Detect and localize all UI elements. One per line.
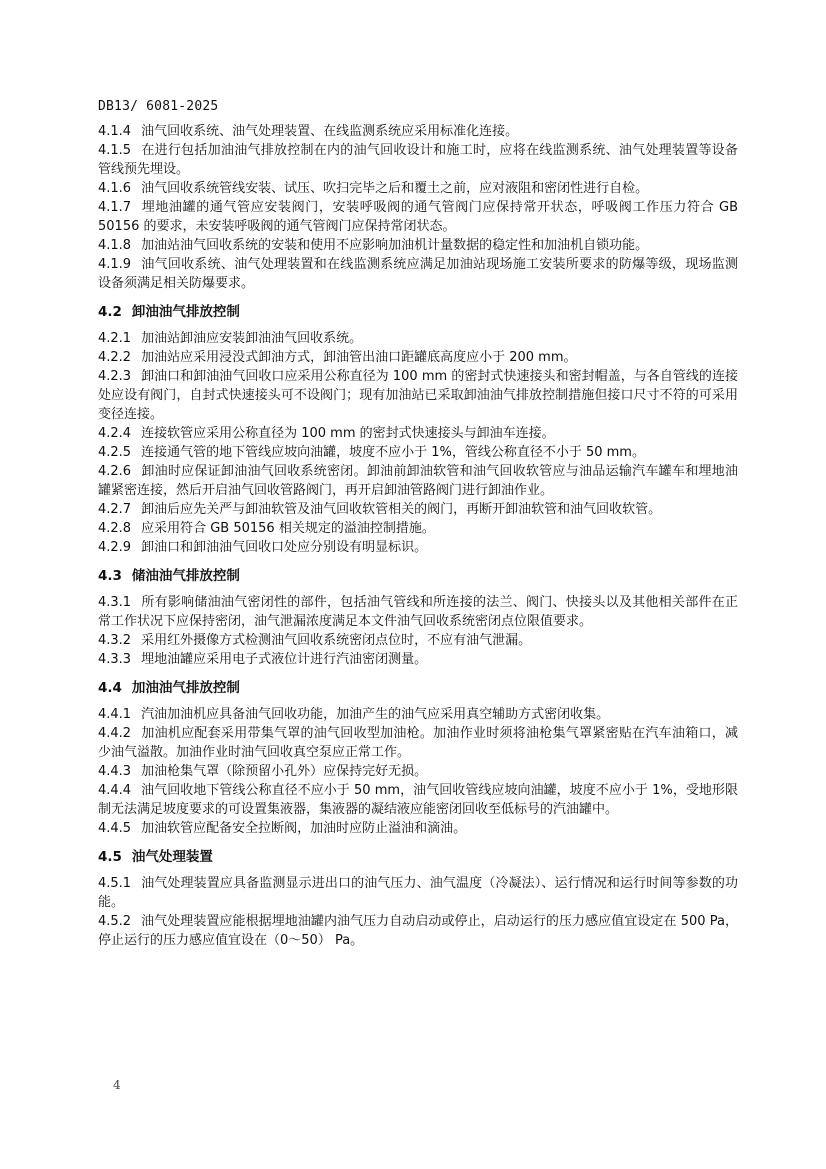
clause-number: 4.1.7 [98, 200, 132, 215]
clause-paragraph [98, 122, 738, 141]
clause-text: 加油机应配套采用带集气罩的油气回收型加油枪。加油作业时须将油枪集气罩紧密贴在汽车油箱口，减少油气溢散。加油作业时油气回收真空泵应正常工作。 [98, 726, 738, 760]
clause-number: 4.2 [98, 304, 122, 320]
clause-text: 采用红外摄像方式检测油气回收系统密闭点位时，不应有油气泄漏。 [141, 633, 532, 648]
clause-paragraph [98, 141, 738, 179]
clause-text: 埋地油罐应采用电子式液位计进行汽油密闭测量。 [141, 652, 428, 667]
clause-text: 卸油油气排放控制 [131, 304, 240, 320]
clause-number: 4.5 [98, 849, 122, 865]
clause-paragraph [98, 424, 738, 443]
clause-number: 4.1.6 [98, 181, 132, 196]
clause-number: 4.4.2 [98, 726, 132, 741]
clause-paragraph [98, 367, 738, 424]
clause-paragraph [98, 912, 738, 950]
clause-number: 4.3.1 [98, 595, 132, 610]
clause-number: 4.2.3 [98, 369, 132, 384]
clause-text: 油气处理装置应能根据埋地油罐内油气压力自动启动或停止，启动运行的压力感应值宜设定在 500 Pa，停止运行的压力感应值宜设在（0～50） Pa。 [98, 914, 738, 948]
clause-number: 4.1.4 [98, 124, 132, 139]
clause-text: 连接通气管的地下管线应坡向油罐，坡度不应小于 1%，管线公称直径不小于 50 mm。 [141, 445, 645, 460]
clause-text: 卸油口和卸油油气回收口处应分别设有明显标识。 [141, 540, 428, 555]
clause-number: 4.4.4 [98, 783, 132, 798]
clause-text: 油气回收系统管线安装、试压、吹扫完毕之后和覆土之前，应对液阻和密闭性进行自检。 [141, 181, 649, 196]
clause-number: 4.2.8 [98, 521, 132, 536]
clause-paragraph [98, 236, 738, 255]
clause-paragraph [98, 650, 738, 669]
clause-paragraph [98, 179, 738, 198]
clause-text: 卸油后应先关严与卸油软管及油气回收软管相关的阀门，再断开卸油软管和油气回收软管。 [141, 502, 662, 517]
clause-text: 加油站应采用浸没式卸油方式，卸油管出油口距罐底高度应小于 200 mm。 [141, 350, 577, 365]
clause-number: 4.1.9 [98, 257, 132, 272]
clause-text: 油气处理装置应具备监测显示进出口的油气压力、油气温度（冷凝法）、运行情况和运行时间等参数的功能。 [98, 876, 738, 910]
clause-paragraph [98, 255, 738, 293]
clause-paragraph [98, 519, 738, 538]
clause-number: 4.2.2 [98, 350, 132, 365]
clause-paragraph [98, 443, 738, 462]
clause-text: 储油油气排放控制 [131, 568, 240, 584]
document-body [98, 122, 738, 950]
clause-paragraph [98, 198, 738, 236]
clause-text: 所有影响储油油气密闭性的部件，包括油气管线和所连接的法兰、阀门、快接头以及其他相关部件在正常工作状况下应保持密闭，油气泄漏浓度满足本文件油气回收系统密闭点位限值要求。 [98, 595, 738, 629]
clause-number: 4.2.1 [98, 331, 132, 346]
clause-number: 4.5.2 [98, 914, 132, 929]
clause-text: 在进行包括加油油气排放控制在内的油气回收设计和施工时，应将在线监测系统、油气处理装置等设备管线预先埋设。 [98, 143, 738, 177]
clause-text: 加油枪集气罩（除预留小孔外）应保持完好无损。 [141, 764, 428, 779]
clause-number: 4.5.1 [98, 876, 132, 891]
clause-number: 4.4.5 [98, 821, 132, 836]
clause-paragraph [98, 329, 738, 348]
clause-paragraph [98, 762, 738, 781]
clause-number: 4.2.6 [98, 464, 132, 479]
section-heading [98, 302, 738, 322]
clause-paragraph [98, 781, 738, 819]
section-heading [98, 678, 738, 698]
clause-number: 4.3 [98, 568, 122, 584]
clause-paragraph [98, 631, 738, 650]
clause-text: 埋地油罐的通气管应安装阀门，安装呼吸阀的通气管阀门应保持常开状态，呼吸阀工作压力符合 GB 50156 的要求，未安装呼吸阀的通气管阀门应保持常闭状态。 [98, 200, 738, 234]
section-heading [98, 847, 738, 867]
clause-paragraph [98, 500, 738, 519]
clause-paragraph [98, 819, 738, 838]
clause-paragraph [98, 593, 738, 631]
clause-text: 卸油时应保证卸油油气回收系统密闭。卸油前卸油软管和油气回收软管应与油品运输汽车罐车和埋地油罐紧密连接，然后开启油气回收管路阀门，再开启卸油管路阀门进行卸油作业。 [98, 464, 738, 498]
clause-text: 加油站油气回收系统的安装和使用不应影响加油机计量数据的稳定性和加油机自锁功能。 [141, 238, 649, 253]
clause-paragraph [98, 705, 738, 724]
clause-paragraph [98, 538, 738, 557]
clause-number: 4.2.7 [98, 502, 132, 517]
clause-text: 加油软管应配备安全拉断阀，加油时应防止溢油和滴油。 [141, 821, 467, 836]
clause-text: 应采用符合 GB 50156 相关规定的溢油控制措施。 [141, 521, 435, 536]
clause-number: 4.3.2 [98, 633, 132, 648]
clause-text: 油气回收系统、油气处理装置和在线监测系统应满足加油站现场施工安装所要求的防爆等级，现场监测设备须满足相关防爆要求。 [98, 257, 738, 291]
clause-number: 4.1.5 [98, 143, 132, 158]
clause-text: 卸油口和卸油油气回收口应采用公称直径为 100 mm 的密封式快速接头和密封帽盖，与各自管线的连接处应设有阀门，自封式快速接头可不设阀门；现有加油站已采取卸油油气排放控制措施但接口尺寸不符的可采用变径连接。 [98, 369, 738, 422]
clause-number: 4.1.8 [98, 238, 132, 253]
clause-number: 4.2.5 [98, 445, 132, 460]
clause-paragraph [98, 462, 738, 500]
clause-text: 油气回收系统、油气处理装置、在线监测系统应采用标准化连接。 [141, 124, 519, 139]
clause-paragraph [98, 724, 738, 762]
clause-number: 4.2.9 [98, 540, 132, 555]
clause-paragraph [98, 348, 738, 367]
clause-number: 4.4 [98, 680, 122, 696]
clause-text: 加油站卸油应安装卸油油气回收系统。 [141, 331, 363, 346]
clause-text: 油气处理装置 [131, 849, 213, 865]
clause-number: 4.4.1 [98, 707, 132, 722]
clause-text: 连接软管应采用公称直径为 100 mm 的密封式快速接头与卸油车连接。 [141, 426, 555, 441]
clause-text: 加油油气排放控制 [131, 680, 240, 696]
page-number: 4 [113, 1078, 121, 1092]
clause-paragraph [98, 874, 738, 912]
section-heading [98, 566, 738, 586]
clause-text: 油气回收地下管线公称直径不应小于 50 mm，油气回收管线应坡向油罐，坡度不应小于 1%，受地形限制无法满足坡度要求的可设置集液器，集液器的凝结液应能密闭回收至低标号的汽油罐中。 [98, 783, 738, 817]
document-id-header: DB13/ 6081-2025 [98, 99, 219, 114]
clause-text: 汽油加油机应具备油气回收功能，加油产生的油气应采用真空辅助方式密闭收集。 [141, 707, 610, 722]
clause-number: 4.3.3 [98, 652, 132, 667]
clause-number: 4.2.4 [98, 426, 132, 441]
clause-number: 4.4.3 [98, 764, 132, 779]
